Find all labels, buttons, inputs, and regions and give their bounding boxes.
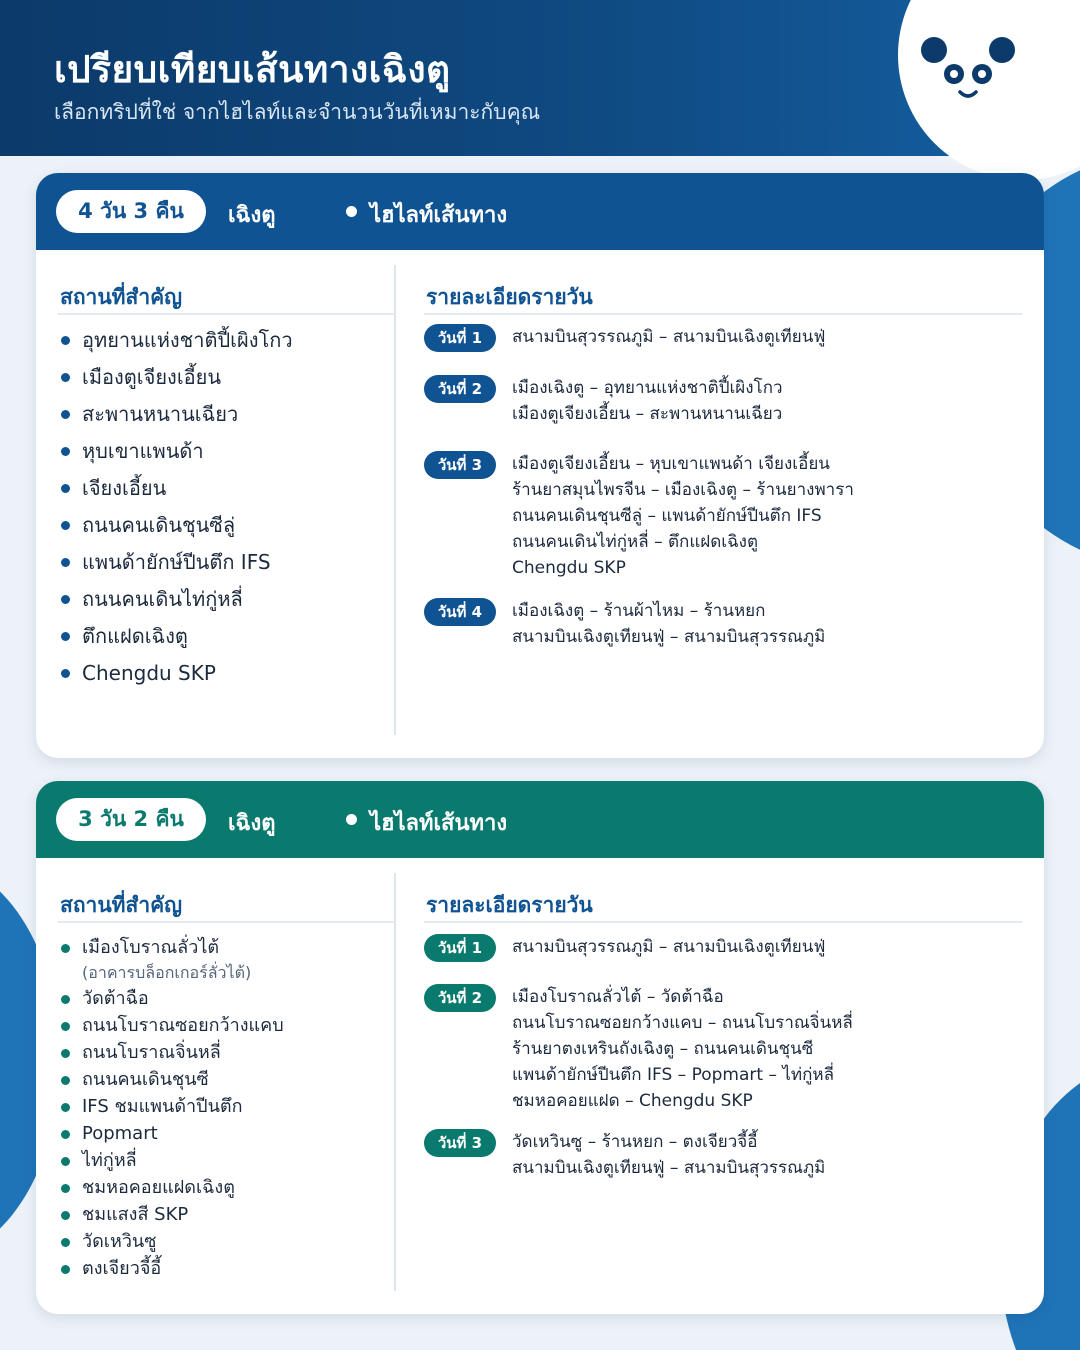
day-badge: วันที่ 1 — [424, 324, 496, 352]
card-header — [36, 781, 1044, 858]
day-details — [512, 598, 1012, 650]
list-item: แพนด้ายักษ์ปีนตึก IFS — [58, 544, 293, 581]
list-item: วัดต้าฉือ — [58, 985, 284, 1012]
column-divider — [394, 873, 396, 1291]
bullet-dot — [61, 1265, 70, 1274]
bullet-dot — [61, 1130, 70, 1139]
panda-icon — [920, 36, 1016, 108]
list-item: Popmart — [58, 1120, 284, 1147]
divider-rule — [58, 313, 394, 315]
day-line: ถนนคนเดินไท่กู่หลี่ – ตึกแฝดเฉิงตู — [512, 532, 759, 552]
day-line: ร้านยาสมุนไพรจีน – เมืองเฉิงตู – ร้านยางพารา — [512, 480, 854, 500]
days-title: รายละเอียดรายวัน — [426, 285, 593, 309]
trip-card-3-days — [36, 781, 1044, 1314]
bullet-dot — [346, 814, 357, 825]
bullet-dot — [61, 632, 70, 641]
day-line: แพนด้ายักษ์ปีนตึก IFS – Popmart – ไท่กู่หลี่ — [512, 1065, 835, 1085]
day-badge: วันที่ 2 — [424, 984, 496, 1012]
list-item: เจียงเอี้ยน — [58, 470, 293, 507]
page-title: เปรียบเทียบเส้นทางเฉิงตู — [54, 48, 451, 91]
bullet-dot — [61, 1157, 70, 1166]
bullet-dot — [61, 336, 70, 345]
day-line: ร้านยาตงเหรินถังเฉิงตู – ถนนคนเดินชุนซี — [512, 1039, 814, 1059]
list-item: เมืองตูเจียงเอี้ยน — [58, 359, 293, 396]
list-item: ถนนคนเดินชุนซี — [58, 1066, 284, 1093]
days-title: รายละเอียดรายวัน — [426, 893, 593, 917]
list-item: ชมแสงสี SKP — [58, 1201, 284, 1228]
day-line: สนามบินเฉิงตูเทียนฟู่ – สนามบินสุวรรณภูมิ — [512, 1158, 826, 1178]
day-badge: วันที่ 3 — [424, 1129, 496, 1157]
day-badge: วันที่ 1 — [424, 934, 496, 962]
divider-rule — [424, 921, 1022, 923]
bullet-dot — [61, 595, 70, 604]
bullet-dot — [61, 1184, 70, 1193]
card-header — [36, 173, 1044, 250]
day-line: สนามบินสุวรรณภูมิ – สนามบินเฉิงตูเทียนฟู่ — [512, 937, 826, 957]
places-title: สถานที่สำคัญ — [60, 285, 183, 309]
city-label: เฉิงตู — [228, 203, 276, 228]
highlight-label: ไฮไลท์เส้นทาง — [370, 811, 508, 836]
day-line: เมืองตูเจียงเอี้ยน – หุบเขาแพนด้า เจียงเอี้ยน — [512, 454, 830, 474]
divider-rule — [424, 313, 1022, 315]
day-details — [512, 984, 1012, 1114]
day-badge: วันที่ 4 — [424, 598, 496, 626]
day-line: ถนนโบราณซอยกว้างแคบ – ถนนโบราณจิ่นหลี่ — [512, 1013, 853, 1033]
day-line: สนามบินสุวรรณภูมิ – สนามบินเฉิงตูเทียนฟู่ — [512, 327, 826, 347]
bullet-dot — [61, 1022, 70, 1031]
day-line: เมืองโบราณลั่วไต้ – วัดต้าฉือ — [512, 987, 724, 1007]
day-details — [512, 1129, 1012, 1181]
bullet-dot — [61, 1103, 70, 1112]
list-item: เมืองโบราณลั่วไต้ (อาคารบล็อกเกอร์ลั่วไต้) — [58, 934, 284, 985]
column-divider — [394, 265, 396, 735]
list-item: ถนนโบราณซอยกว้างแคบ — [58, 1012, 284, 1039]
day-line: วัดเหวินซู – ร้านหยก – ตงเจียวจี้อี้ — [512, 1132, 758, 1152]
places-list — [58, 322, 293, 692]
day-line: ชมหอคอยแฝด – Chengdu SKP — [512, 1091, 753, 1111]
day-details — [512, 451, 1012, 581]
bullet-dot — [61, 373, 70, 382]
bullet-dot — [61, 669, 70, 678]
places-list — [58, 934, 284, 1282]
list-item: ตึกแฝดเฉิงตู — [58, 618, 293, 655]
divider-rule — [58, 921, 394, 923]
day-badge: วันที่ 2 — [424, 375, 496, 403]
day-line: เมืองเฉิงตู – ร้านผ้าไหม – ร้านหยก — [512, 601, 766, 621]
bullet-dot — [61, 1211, 70, 1220]
day-line: Chengdu SKP — [512, 558, 626, 578]
bullet-dot — [61, 410, 70, 419]
bullet-dot — [61, 521, 70, 530]
list-item: ชมหอคอยแฝดเฉิงตู — [58, 1174, 284, 1201]
bullet-dot — [61, 558, 70, 567]
bullet-dot — [61, 447, 70, 456]
duration-pill: 3 วัน 2 คืน — [56, 798, 206, 841]
bullet-dot — [346, 206, 357, 217]
day-details — [512, 375, 1012, 427]
bullet-dot — [61, 944, 70, 953]
list-item: อุทยานแห่งชาติปี้เผิงโกว — [58, 322, 293, 359]
bullet-dot — [61, 1076, 70, 1085]
list-item: ไท่กู่หลี่ — [58, 1147, 284, 1174]
day-line: สนามบินเฉิงตูเทียนฟู่ – สนามบินสุวรรณภูมิ — [512, 627, 826, 647]
day-details — [512, 934, 1012, 960]
duration-pill: 4 วัน 3 คืน — [56, 190, 206, 233]
day-details — [512, 324, 1012, 350]
list-item: วัดเหวินซู — [58, 1228, 284, 1255]
list-item: ถนนคนเดินชุนซีลู่ — [58, 507, 293, 544]
day-line: เมืองตูเจียงเอี้ยน – สะพานหนานเฉียว — [512, 404, 783, 424]
bullet-dot — [61, 1049, 70, 1058]
list-item: สะพานหนานเฉียว — [58, 396, 293, 433]
day-line: เมืองเฉิงตู – อุทยานแห่งชาติปี้เผิงโกว — [512, 378, 783, 398]
highlight-label: ไฮไลท์เส้นทาง — [370, 203, 508, 228]
bullet-dot — [61, 995, 70, 1004]
page-subtitle: เลือกทริปที่ใช่ จากไฮไลท์และจำนวนวันที่เหมาะกับคุณ — [54, 100, 541, 124]
bullet-dot — [61, 1238, 70, 1247]
list-item: ถนนโบราณจิ่นหลี่ — [58, 1039, 284, 1066]
places-title: สถานที่สำคัญ — [60, 893, 183, 917]
list-item: IFS ชมแพนด้าปีนตึก — [58, 1093, 284, 1120]
day-line: ถนนคนเดินชุนซีลู่ – แพนด้ายักษ์ปีนตึก IFS — [512, 506, 822, 526]
list-item: ตงเจียวจี้อี้ — [58, 1255, 284, 1282]
city-label: เฉิงตู — [228, 811, 276, 836]
list-item: Chengdu SKP — [58, 655, 293, 692]
day-badge: วันที่ 3 — [424, 451, 496, 479]
trip-card-4-days — [36, 173, 1044, 758]
place-note: (อาคารบล็อกเกอร์ลั่วไต้) — [82, 963, 252, 982]
bullet-dot — [61, 484, 70, 493]
list-item: ถนนคนเดินไท่กู่หลี่ — [58, 581, 293, 618]
list-item: หุบเขาแพนด้า — [58, 433, 293, 470]
